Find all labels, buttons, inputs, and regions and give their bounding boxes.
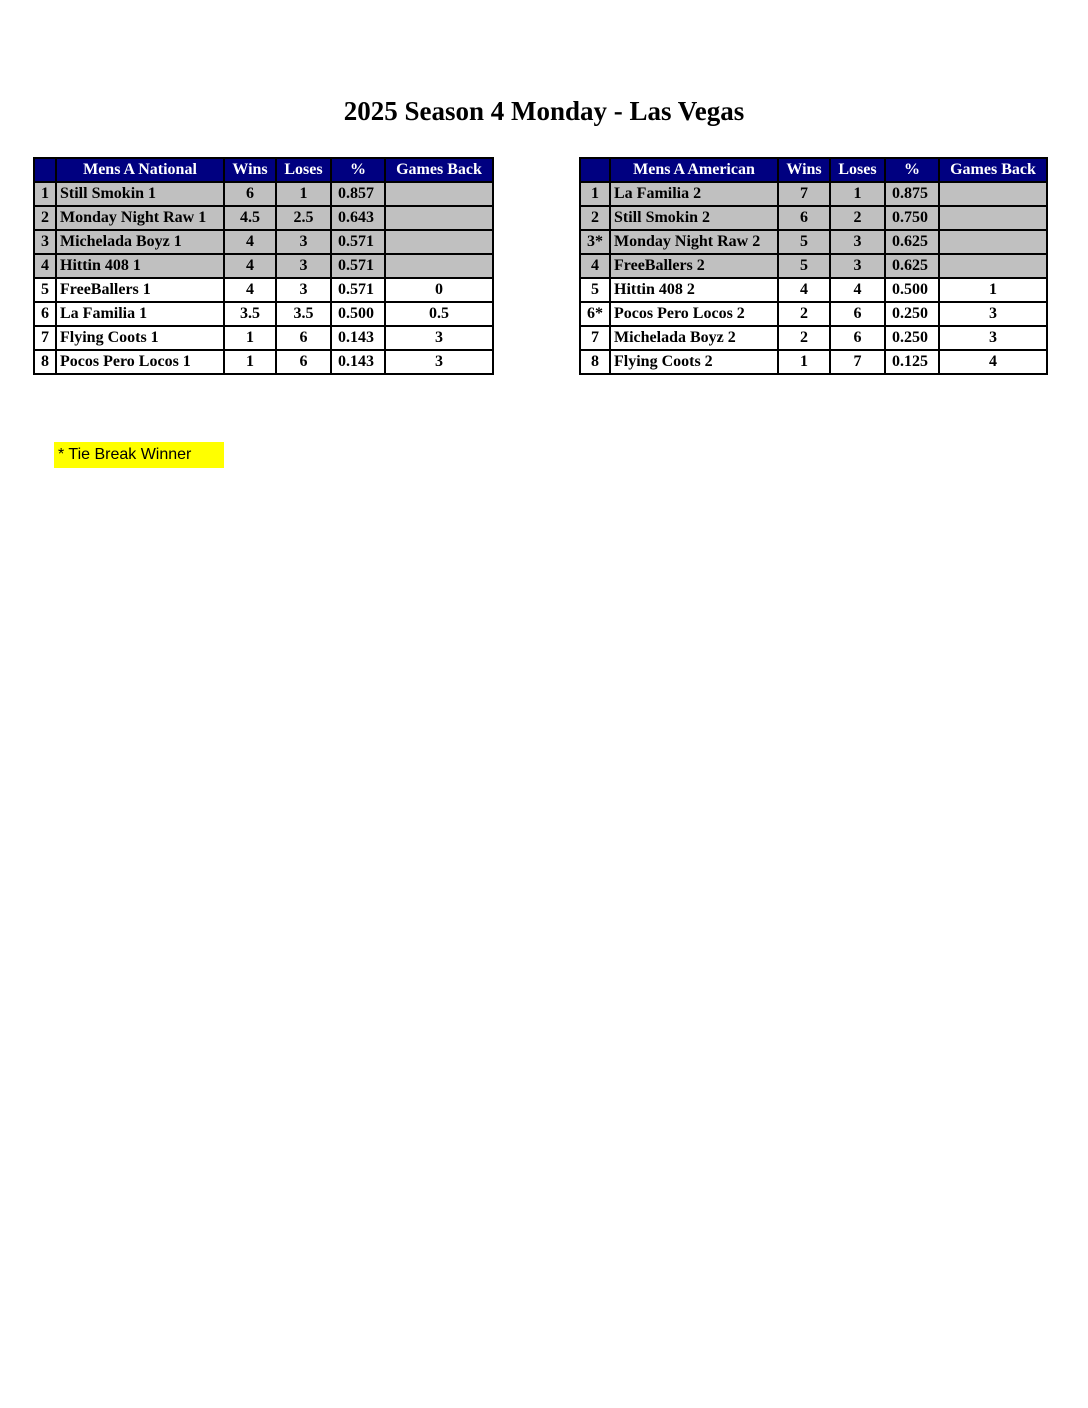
games-back-cell — [939, 254, 1047, 278]
games-back-cell — [939, 230, 1047, 254]
games-back-cell: 3 — [939, 302, 1047, 326]
loses-cell: 1 — [830, 182, 885, 206]
games-back-cell — [385, 206, 493, 230]
rank-cell: 4 — [34, 254, 56, 278]
wins-cell: 4 — [778, 278, 830, 302]
loses-cell: 4 — [830, 278, 885, 302]
rank-cell: 4 — [580, 254, 610, 278]
team-name-cell: Hittin 408 1 — [56, 254, 224, 278]
table-row — [34, 206, 493, 230]
rank-cell: 1 — [34, 182, 56, 206]
table-row — [580, 230, 1047, 254]
games-back-cell — [385, 254, 493, 278]
wins-cell: 1 — [224, 350, 276, 374]
header-rank — [580, 158, 610, 182]
header-games-back: Games Back — [939, 158, 1047, 182]
table-row — [34, 278, 493, 302]
team-name-cell: Michelada Boyz 1 — [56, 230, 224, 254]
team-name-cell: La Familia 2 — [610, 182, 778, 206]
header-team: Mens A National — [56, 158, 224, 182]
loses-cell: 7 — [830, 350, 885, 374]
team-name-cell: FreeBallers 2 — [610, 254, 778, 278]
table-row — [34, 302, 493, 326]
team-name-cell: Flying Coots 1 — [56, 326, 224, 350]
team-name-cell: Flying Coots 2 — [610, 350, 778, 374]
national-standings-table — [33, 157, 494, 375]
win-pct-cell: 0.750 — [885, 206, 939, 230]
win-pct-cell: 0.250 — [885, 302, 939, 326]
wins-cell: 6 — [224, 182, 276, 206]
win-pct-cell: 0.643 — [331, 206, 385, 230]
rank-cell: 7 — [580, 326, 610, 350]
loses-cell: 3 — [830, 254, 885, 278]
page-title: 2025 Season 4 Monday - Las Vegas — [343, 96, 745, 126]
rank-cell: 3 — [34, 230, 56, 254]
games-back-cell: 4 — [939, 350, 1047, 374]
win-pct-cell: 0.625 — [885, 230, 939, 254]
header-wins: Wins — [778, 158, 830, 182]
games-back-cell: 1 — [939, 278, 1047, 302]
rank-cell: 8 — [34, 350, 56, 374]
table-header-row — [580, 158, 1047, 182]
games-back-cell — [939, 182, 1047, 206]
national-standings-body — [34, 182, 493, 374]
wins-cell: 5 — [778, 230, 830, 254]
win-pct-cell: 0.250 — [885, 326, 939, 350]
team-name-cell: Monday Night Raw 2 — [610, 230, 778, 254]
win-pct-cell: 0.500 — [331, 302, 385, 326]
team-name-cell: Still Smokin 1 — [56, 182, 224, 206]
win-pct-cell: 0.143 — [331, 350, 385, 374]
wins-cell: 3.5 — [224, 302, 276, 326]
header-pct: % — [885, 158, 939, 182]
games-back-cell — [385, 230, 493, 254]
loses-cell: 6 — [276, 326, 331, 350]
rank-cell: 2 — [580, 206, 610, 230]
loses-cell: 6 — [830, 326, 885, 350]
table-row — [580, 302, 1047, 326]
wins-cell: 6 — [778, 206, 830, 230]
header-loses: Loses — [276, 158, 331, 182]
win-pct-cell: 0.125 — [885, 350, 939, 374]
header-games-back: Games Back — [385, 158, 493, 182]
header-loses: Loses — [830, 158, 885, 182]
rank-cell: 6 — [34, 302, 56, 326]
team-name-cell: Michelada Boyz 2 — [610, 326, 778, 350]
win-pct-cell: 0.500 — [885, 278, 939, 302]
team-name-cell: Monday Night Raw 1 — [56, 206, 224, 230]
wins-cell: 7 — [778, 182, 830, 206]
wins-cell: 1 — [224, 326, 276, 350]
win-pct-cell: 0.143 — [331, 326, 385, 350]
wins-cell: 2 — [778, 302, 830, 326]
header-wins: Wins — [224, 158, 276, 182]
wins-cell: 4 — [224, 278, 276, 302]
team-name-cell: Still Smokin 2 — [610, 206, 778, 230]
rank-cell: 7 — [34, 326, 56, 350]
wins-cell: 5 — [778, 254, 830, 278]
loses-cell: 2.5 — [276, 206, 331, 230]
wins-cell: 4.5 — [224, 206, 276, 230]
win-pct-cell: 0.571 — [331, 278, 385, 302]
header-team: Mens A American — [610, 158, 778, 182]
wins-cell: 4 — [224, 254, 276, 278]
rank-cell: 5 — [34, 278, 56, 302]
loses-cell: 3 — [276, 254, 331, 278]
win-pct-cell: 0.625 — [885, 254, 939, 278]
header-rank — [34, 158, 56, 182]
table-header-row — [34, 158, 493, 182]
games-back-cell: 0 — [385, 278, 493, 302]
rank-cell: 3* — [580, 230, 610, 254]
games-back-cell: 3 — [385, 326, 493, 350]
loses-cell: 2 — [830, 206, 885, 230]
games-back-cell: 3 — [385, 350, 493, 374]
rank-cell: 1 — [580, 182, 610, 206]
win-pct-cell: 0.571 — [331, 230, 385, 254]
table-row — [34, 182, 493, 206]
table-row — [580, 350, 1047, 374]
wins-cell: 2 — [778, 326, 830, 350]
loses-cell: 3 — [276, 230, 331, 254]
win-pct-cell: 0.571 — [331, 254, 385, 278]
table-row — [580, 326, 1047, 350]
table-row — [34, 350, 493, 374]
games-back-cell — [939, 206, 1047, 230]
loses-cell: 6 — [830, 302, 885, 326]
wins-cell: 4 — [224, 230, 276, 254]
header-pct: % — [331, 158, 385, 182]
table-row — [34, 230, 493, 254]
loses-cell: 6 — [276, 350, 331, 374]
rank-cell: 6* — [580, 302, 610, 326]
win-pct-cell: 0.875 — [885, 182, 939, 206]
loses-cell: 3.5 — [276, 302, 331, 326]
loses-cell: 3 — [830, 230, 885, 254]
team-name-cell: FreeBallers 1 — [56, 278, 224, 302]
games-back-cell — [385, 182, 493, 206]
table-row — [34, 326, 493, 350]
loses-cell: 1 — [276, 182, 331, 206]
american-standings-table — [579, 157, 1048, 375]
wins-cell: 1 — [778, 350, 830, 374]
team-name-cell: La Familia 1 — [56, 302, 224, 326]
rank-cell: 8 — [580, 350, 610, 374]
table-row — [580, 278, 1047, 302]
games-back-cell: 0.5 — [385, 302, 493, 326]
loses-cell: 3 — [276, 278, 331, 302]
table-row — [580, 254, 1047, 278]
rank-cell: 5 — [580, 278, 610, 302]
games-back-cell: 3 — [939, 326, 1047, 350]
table-row — [34, 254, 493, 278]
win-pct-cell: 0.857 — [331, 182, 385, 206]
rank-cell: 2 — [34, 206, 56, 230]
table-row — [580, 182, 1047, 206]
tie-break-note: * Tie Break Winner — [54, 442, 224, 468]
team-name-cell: Pocos Pero Locos 2 — [610, 302, 778, 326]
team-name-cell: Pocos Pero Locos 1 — [56, 350, 224, 374]
american-standings-body — [580, 182, 1047, 374]
table-row — [580, 206, 1047, 230]
team-name-cell: Hittin 408 2 — [610, 278, 778, 302]
